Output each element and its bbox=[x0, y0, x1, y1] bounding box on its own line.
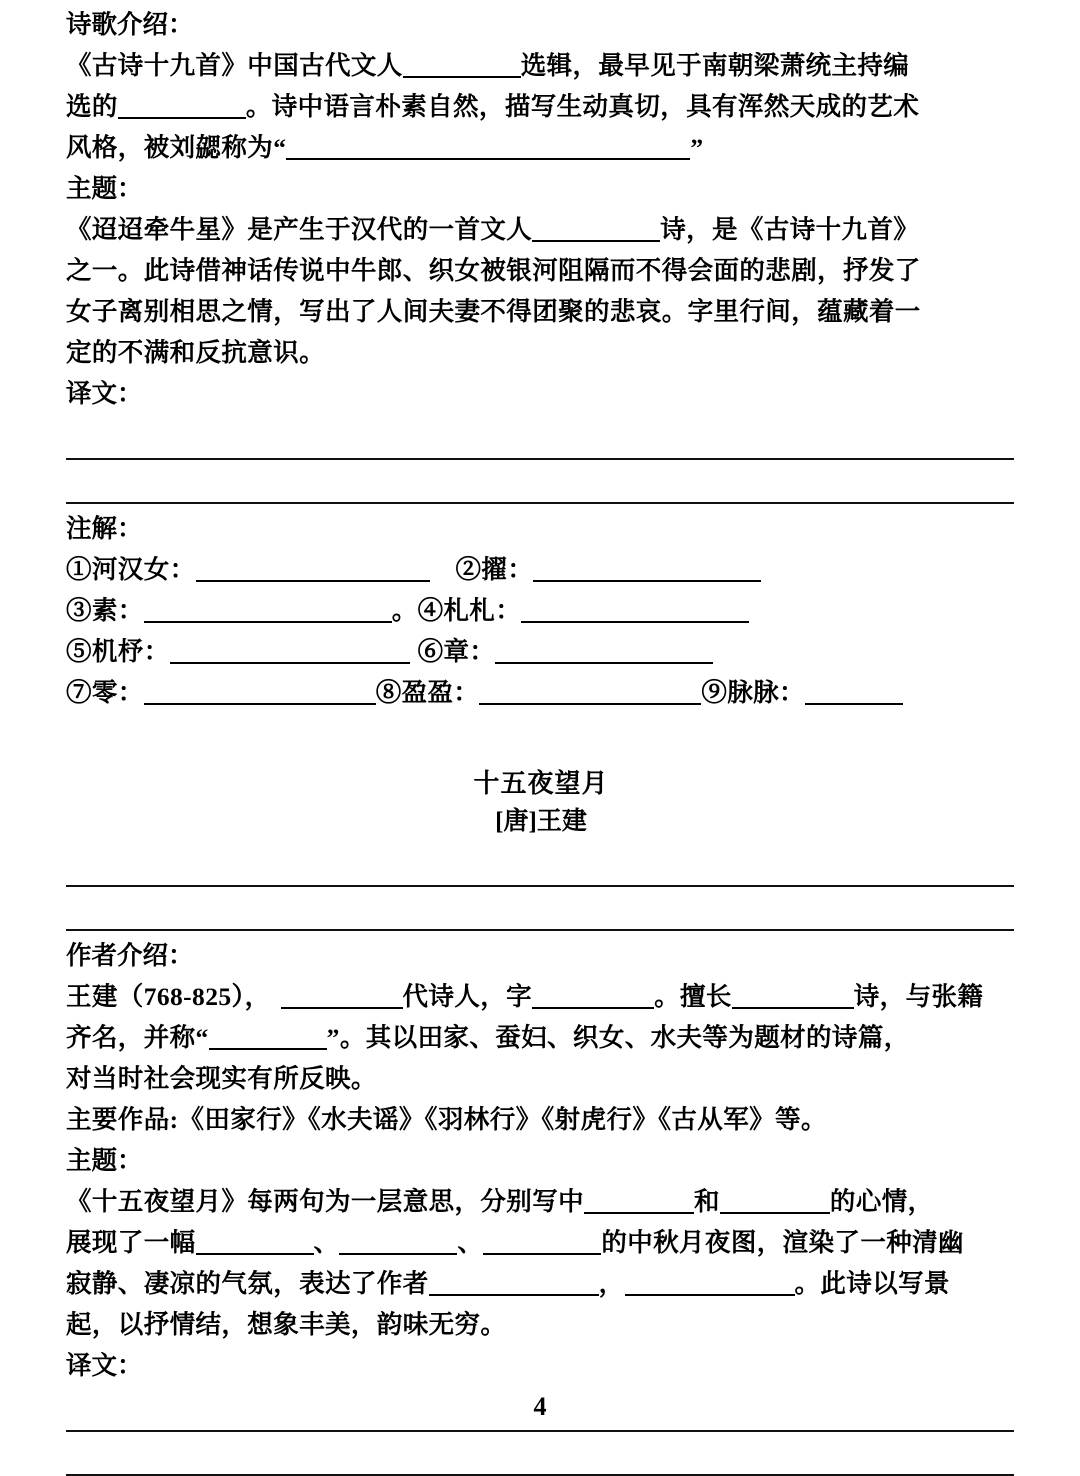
blank-note-7[interactable] bbox=[144, 679, 376, 705]
quote-open-1: “ bbox=[273, 133, 287, 162]
theme-2-line-2 bbox=[66, 1222, 1016, 1263]
author-intro-works: 主要作品:《田家行》《水夫谣》《羽林行》《射虎行》《古从军》等。 bbox=[66, 1105, 827, 1134]
blank-feeling-1[interactable] bbox=[429, 1270, 599, 1296]
poem-intro-line2-text-b: 。诗中语言朴素自然，描写生动真切，具有浑然天成的艺术 bbox=[245, 92, 920, 121]
theme-1-heading: 主题： bbox=[66, 174, 143, 203]
theme-2-sep-1: 、 bbox=[313, 1228, 340, 1257]
author-intro-line-3: 对当时社会现实有所反映。 bbox=[66, 1064, 377, 1093]
theme-2-line1-text-c: 的心情， bbox=[829, 1187, 934, 1216]
author-intro-line1-text-c: 。擅长 bbox=[654, 982, 732, 1011]
theme-2-line3-comma: ， bbox=[598, 1269, 625, 1298]
note-marker-1: ① bbox=[66, 555, 92, 584]
theme-2-line-1 bbox=[66, 1181, 1016, 1222]
note-3-period: 。 bbox=[391, 596, 418, 625]
note-term-1: 河汉女： bbox=[91, 555, 196, 584]
translation-2-heading: 译文： bbox=[66, 1351, 143, 1380]
blank-note-4[interactable] bbox=[521, 597, 749, 623]
writing-rule[interactable] bbox=[66, 502, 1014, 504]
theme-1-line1-text-b: 诗，是《古诗十九首》 bbox=[660, 215, 920, 244]
poem-intro-line3-text-a: 风格，被刘勰称为 bbox=[66, 133, 274, 162]
blank-joint-title[interactable] bbox=[209, 1024, 327, 1050]
note-term-4: 札札： bbox=[443, 596, 522, 625]
poem-intro-line-3 bbox=[66, 127, 1016, 168]
blank-scene-1[interactable] bbox=[196, 1229, 314, 1255]
note-marker-5: ⑤ bbox=[66, 637, 92, 666]
blank-note-3[interactable] bbox=[144, 597, 392, 623]
note-marker-3: ③ bbox=[66, 596, 92, 625]
author-intro-line1-text-d: 诗，与张籍 bbox=[853, 982, 984, 1011]
blank-compiler[interactable] bbox=[403, 52, 521, 78]
notes-heading: 注解： bbox=[66, 514, 143, 543]
theme-1-line1-text-a: 《迢迢牵牛星》是产生于汉代的一首文人 bbox=[66, 215, 533, 244]
author-intro-line-1 bbox=[66, 976, 1016, 1017]
author-intro-name-dates: 王建（768-825）， bbox=[66, 982, 271, 1011]
notes-row-3 bbox=[66, 631, 1016, 672]
quote-close-2: ” bbox=[326, 1023, 340, 1052]
poem-intro-line1-text-b: 选辑，最早见于南朝梁萧统主持编 bbox=[520, 51, 910, 80]
author-intro-line1-text-b: 代诗人，字 bbox=[402, 982, 533, 1011]
theme-2-line-3 bbox=[66, 1263, 1016, 1304]
note-term-9: 脉脉： bbox=[727, 678, 805, 707]
notes-row-2 bbox=[66, 590, 1016, 631]
blank-courtesy-name[interactable] bbox=[532, 983, 654, 1009]
theme-2-heading: 主题： bbox=[66, 1146, 143, 1175]
blank-mood-2[interactable] bbox=[720, 1188, 830, 1214]
notes-row-4 bbox=[66, 672, 1016, 713]
page-content bbox=[66, 0, 1016, 1476]
writing-rule[interactable] bbox=[66, 929, 1014, 931]
note-term-8: 盈盈： bbox=[401, 678, 480, 707]
theme-2-line2-text-a: 展现了一幅 bbox=[66, 1228, 196, 1257]
poem-intro-line2-text-a: 选的 bbox=[66, 92, 118, 121]
theme-2-sep-2: 、 bbox=[457, 1228, 484, 1257]
blank-scene-2[interactable] bbox=[339, 1229, 457, 1255]
blank-mood-1[interactable] bbox=[584, 1188, 694, 1214]
note-marker-6: ⑥ bbox=[417, 637, 444, 666]
note-term-5: 机杼： bbox=[91, 637, 170, 666]
translation-1-write-area bbox=[66, 458, 1016, 504]
note-marker-2: ② bbox=[455, 555, 482, 584]
author-intro-heading: 作者介绍： bbox=[66, 941, 194, 970]
blank-note-5[interactable] bbox=[170, 638, 410, 664]
note-marker-8: ⑧ bbox=[375, 678, 402, 707]
blank-note-8[interactable] bbox=[479, 679, 701, 705]
poem-intro-line1-text-a: 《古诗十九首》中国古代文人 bbox=[66, 51, 403, 80]
blank-note-1[interactable] bbox=[196, 556, 430, 582]
note-marker-9: ⑨ bbox=[701, 678, 728, 707]
theme-1-line-1 bbox=[66, 209, 1016, 250]
quote-open-2: “ bbox=[195, 1023, 209, 1052]
poem-2-title: 十五夜望月 bbox=[473, 769, 609, 798]
blank-poem-genre[interactable] bbox=[532, 216, 660, 242]
author-intro-line2-text-a: 齐名，并称 bbox=[66, 1023, 196, 1052]
page-number: 4 bbox=[533, 1392, 547, 1421]
blank-feeling-2[interactable] bbox=[625, 1270, 795, 1296]
blank-note-9[interactable] bbox=[805, 679, 903, 705]
theme-1-line-2: 之一。此诗借神话传说中牛郎、织女被银河阻隔而不得会面的悲剧，抒发了 bbox=[66, 256, 921, 285]
blank-dynasty[interactable] bbox=[281, 983, 403, 1009]
poem-intro-heading: 诗歌介绍： bbox=[66, 10, 194, 39]
theme-2-line1-text-a: 《十五夜望月》每两句为一层意思，分别写中 bbox=[66, 1187, 585, 1216]
theme-2-line3-text-a: 寂静、凄凉的气氛，表达了作者 bbox=[66, 1269, 429, 1298]
blank-scene-3[interactable] bbox=[483, 1229, 601, 1255]
author-intro-line2-text-b: 。其以田家、蚕妇、织女、水夫等为题材的诗篇， bbox=[339, 1023, 910, 1052]
poem-intro-line-2 bbox=[66, 86, 1016, 127]
note-term-3: 素： bbox=[91, 596, 144, 625]
note-term-7: 零： bbox=[91, 678, 144, 707]
note-marker-4: ④ bbox=[417, 596, 444, 625]
translation-2-write-area bbox=[66, 1430, 1016, 1476]
notes-row-1 bbox=[66, 549, 1016, 590]
poem-intro-line-1 bbox=[66, 45, 1016, 86]
theme-2-line2-text-b: 的中秋月夜图，渲染了一种清幽 bbox=[601, 1228, 964, 1257]
blank-specialty[interactable] bbox=[732, 983, 854, 1009]
poem-2-write-area bbox=[66, 885, 1016, 931]
theme-1-line-3: 女子离别相思之情，写出了人间夫妻不得团聚的悲哀。字里行间，蕴藏着一 bbox=[66, 297, 921, 326]
theme-2-line-4: 起，以抒情结，想象丰美，韵味无穷。 bbox=[66, 1310, 507, 1339]
blank-note-2[interactable] bbox=[533, 556, 761, 582]
theme-2-line1-text-b: 和 bbox=[694, 1187, 720, 1216]
theme-1-line-4: 定的不满和反抗意识。 bbox=[66, 338, 326, 367]
quote-close-1: ” bbox=[690, 133, 704, 162]
theme-2-line3-text-b: 。此诗以写景 bbox=[794, 1269, 950, 1298]
translation-1-heading: 译文： bbox=[66, 379, 143, 408]
blank-anthology[interactable] bbox=[118, 93, 246, 119]
note-marker-7: ⑦ bbox=[66, 678, 92, 707]
blank-note-6[interactable] bbox=[495, 638, 713, 664]
note-term-2: 擢： bbox=[481, 555, 534, 584]
poem-2-author: [唐]王建 bbox=[495, 808, 587, 835]
blank-liuxie-quote[interactable] bbox=[286, 134, 690, 160]
note-term-6: 章： bbox=[443, 637, 496, 666]
author-intro-line-2 bbox=[66, 1017, 1016, 1058]
